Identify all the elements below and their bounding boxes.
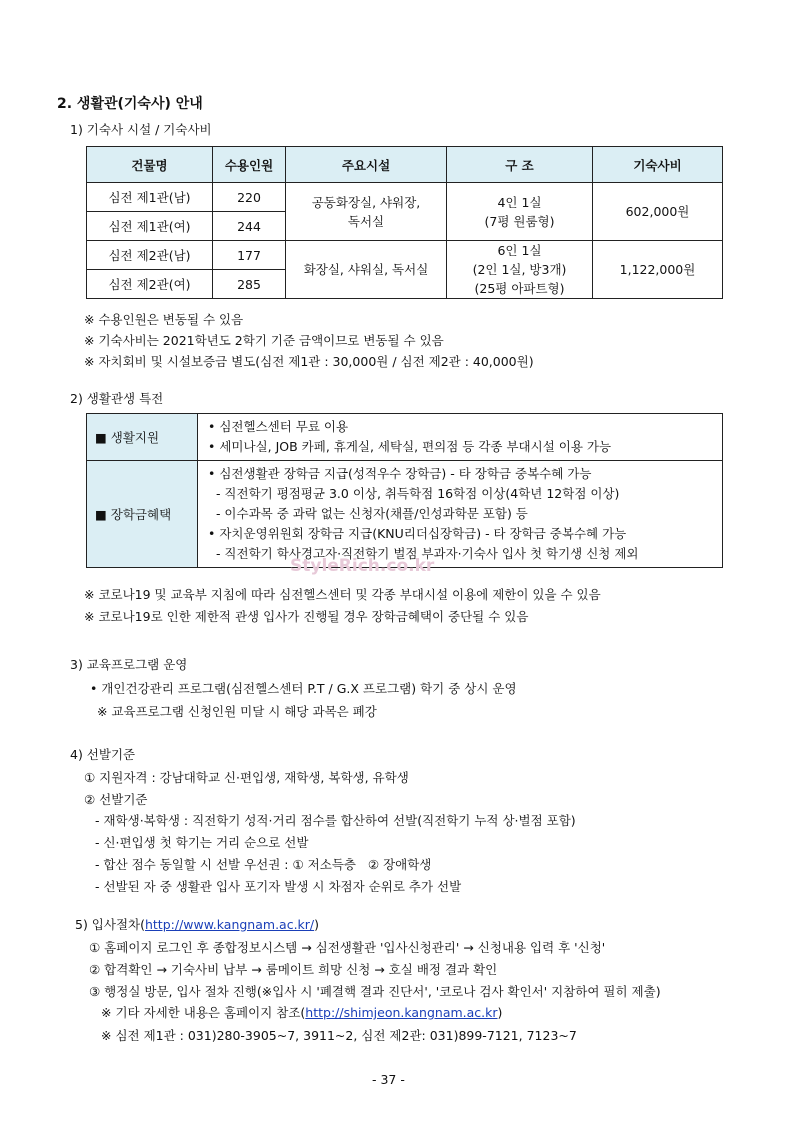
header-structure: 구 조 bbox=[447, 147, 593, 183]
section-title: 2. 생활관(기숙사) 안내 bbox=[57, 96, 203, 112]
structure-line: (7평 원룸형) bbox=[484, 213, 555, 229]
benefit-description bbox=[198, 414, 723, 461]
procedure-heading bbox=[75, 915, 319, 933]
selection-sub: - 합산 점수 동일할 시 선발 우선권 : ① 저소득층 ② 장애학생 bbox=[95, 857, 432, 872]
benefit-line: • 심전생활관 장학금 지급(성적우수 장학금) - 타 장학금 중복수혜 가능 bbox=[208, 466, 592, 481]
table-header-row bbox=[87, 147, 723, 183]
selection-sub: - 신·편입생 첫 학기는 거리 순으로 선발 bbox=[95, 835, 309, 850]
capacity-cell: 244 bbox=[213, 212, 286, 241]
header-fee: 기숙사비 bbox=[593, 147, 723, 183]
capacity-cell: 220 bbox=[213, 183, 286, 212]
selection-sub: - 선발된 자 중 생활관 입사 포기자 발생 시 차점자 순위로 추가 선발 bbox=[95, 879, 462, 894]
benefit-category: ■ 생활지원 bbox=[87, 414, 198, 461]
structure-line: (25평 아파트형) bbox=[474, 281, 565, 296]
procedure-heading-text: 5) 입사절차( bbox=[75, 917, 145, 932]
facilities-cell bbox=[286, 183, 447, 241]
note-line: ※ 기숙사비는 2021학년도 2학기 기준 금액이므로 변동될 수 있음 bbox=[84, 333, 444, 348]
benefit-category: ■ 장학금혜택 bbox=[87, 461, 198, 568]
header-capacity: 수용인원 bbox=[213, 147, 286, 183]
note-line: ※ 코로나19 및 교육부 지침에 따라 심전헬스센터 및 각종 부대시설 이용에 제한이 있을 수 있음 bbox=[84, 587, 601, 602]
education-line: • 개인건강관리 프로그램(심전헬스센터 P.T / G.X 프로그램) 학기 중 상시 운영 bbox=[90, 681, 517, 696]
benefit-line: - 직전학기 학사경고자·직전학기 벌점 부과자·기숙사 입사 첫 학기생 신청 제외 bbox=[208, 546, 639, 561]
table-row bbox=[87, 183, 723, 212]
building-cell: 심전 제2관(여) bbox=[87, 270, 213, 299]
structure-line: 6인 1실 bbox=[497, 243, 542, 258]
facilities-line: 공동화장실, 샤워장, bbox=[311, 194, 421, 210]
table-row bbox=[87, 461, 723, 568]
building-cell: 심전 제2관(남) bbox=[87, 241, 213, 270]
education-heading: 3) 교육프로그램 운영 bbox=[70, 657, 188, 672]
procedure-step: ③ 행정실 방문, 입사 절차 진행(※입사 시 '폐결핵 결과 진단서', '코로나 검사 확인서' 지참하여 필히 제출) bbox=[89, 984, 661, 999]
kangnam-homepage-link[interactable]: http://www.kangnam.ac.kr/ bbox=[144, 917, 315, 932]
procedure-contact: ※ 심전 제1관 : 031)280-3905~7, 3911~2, 심전 제2관: 031)899-7121, 7123~7 bbox=[101, 1028, 577, 1043]
procedure-step: ② 합격확인 → 기숙사비 납부 → 룸메이트 희망 신청 → 호실 배정 결과 확인 bbox=[89, 962, 498, 977]
procedure-note-text: ※ 기타 자세한 내용은 홈페이지 참조( bbox=[101, 1005, 306, 1020]
education-note: ※ 교육프로그램 신청인원 미달 시 해당 과목은 폐강 bbox=[97, 704, 377, 719]
benefit-description bbox=[198, 461, 723, 568]
note-line: ※ 자치회비 및 시설보증금 별도(심전 제1관 : 30,000원 / 심전 제2관 : 40,000원) bbox=[84, 354, 534, 369]
capacity-cell: 177 bbox=[213, 241, 286, 270]
note-line: ※ 코로나19로 인한 제한적 관생 입사가 진행될 경우 장학금혜택이 중단될 수 있음 bbox=[84, 609, 529, 624]
structure-cell bbox=[447, 241, 593, 299]
fee-cell: 602,000원 bbox=[593, 183, 723, 241]
procedure-note-text: ) bbox=[497, 1005, 503, 1020]
building-cell: 심전 제1관(남) bbox=[87, 183, 213, 212]
benefit-line: - 직전학기 평점평균 3.0 이상, 취득학점 16학점 이상(4학년 12학점 이상) bbox=[208, 486, 620, 501]
dorm-facilities-table bbox=[86, 146, 723, 299]
watermark: StyleRich.co.kr bbox=[290, 556, 435, 576]
dorm-facilities-heading: 1) 기숙사 시설 / 기숙사비 bbox=[70, 122, 212, 137]
selection-item: ① 지원자격 : 강남대학교 신·편입생, 재학생, 복학생, 유학생 bbox=[84, 770, 409, 785]
capacity-cell: 285 bbox=[213, 270, 286, 299]
structure-line: 4인 1실 bbox=[497, 194, 542, 210]
structure-cell bbox=[447, 183, 593, 241]
benefit-line: • 세미나실, JOB 카페, 휴게실, 세탁실, 편의점 등 각종 부대시설 이용 가능 bbox=[208, 439, 612, 454]
table-row bbox=[87, 414, 723, 461]
fee-cell: 1,122,000원 bbox=[593, 241, 723, 299]
benefits-table bbox=[86, 413, 723, 568]
facilities-line: 독서실 bbox=[347, 213, 385, 229]
note-line: ※ 수용인원은 변동될 수 있음 bbox=[84, 312, 244, 327]
facilities-cell: 화장실, 샤워실, 독서실 bbox=[286, 241, 447, 299]
procedure-step: ① 홈페이지 로그인 후 종합정보시스템 → 심전생활관 '입사신청관리' → 신청내용 입력 후 '신청' bbox=[89, 940, 606, 955]
benefits-heading: 2) 생활관생 특전 bbox=[70, 391, 164, 406]
selection-sub: - 재학생·복학생 : 직전학기 성적·거리 점수를 합산하여 선발(직전학기 누적 상·벌점 포함) bbox=[95, 813, 576, 828]
procedure-heading-text: ) bbox=[314, 917, 320, 932]
shimjeon-homepage-link[interactable]: http://shimjeon.kangnam.ac.kr bbox=[305, 1005, 498, 1020]
table-row bbox=[87, 241, 723, 270]
selection-heading: 4) 선발기준 bbox=[70, 747, 136, 762]
benefit-line: • 자치운영위원회 장학금 지급(KNU리더십장학금) - 타 장학금 중복수혜 가능 bbox=[208, 526, 627, 541]
procedure-note bbox=[101, 1003, 502, 1021]
structure-line: (2인 1실, 방3개) bbox=[472, 262, 567, 277]
header-facilities: 주요시설 bbox=[286, 147, 447, 183]
header-building: 건물명 bbox=[87, 147, 213, 183]
selection-item: ② 선발기준 bbox=[84, 792, 148, 807]
page-number: - 37 - bbox=[372, 1072, 405, 1087]
building-cell: 심전 제1관(여) bbox=[87, 212, 213, 241]
benefit-line: • 심전헬스센터 무료 이용 bbox=[208, 419, 349, 434]
benefit-line: - 이수과목 중 과락 없는 신청자(채플/인성과학문 포함) 등 bbox=[208, 506, 528, 521]
